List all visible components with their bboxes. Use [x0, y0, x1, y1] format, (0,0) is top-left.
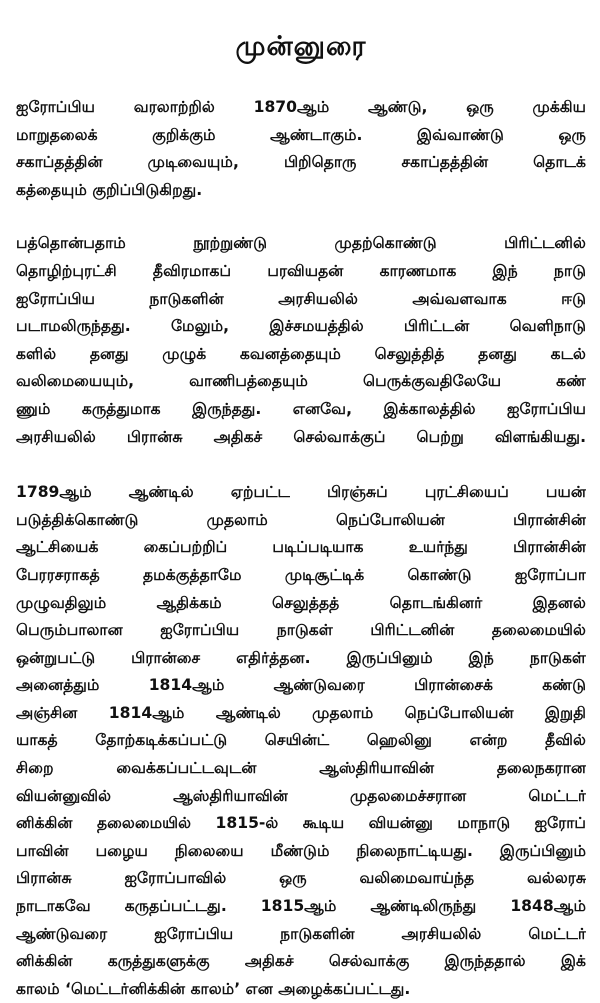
- text-line: வலிமையையும், வாணிபத்தையும் பெருக்குவதிலேயே கண்: [16, 372, 586, 391]
- text-line: நாடாகவே கருதப்பட்டது. 1815ஆம் ஆண்டிலிருந்து 1848ஆம்: [16, 897, 586, 916]
- paragraph-spacer: [16, 451, 586, 479]
- text-line: கத்தையும் குறிப்பிடுகிறது.: [16, 180, 203, 199]
- text-line: ஐரோப்பிய நாடுகளின் அரசியலில் அவ்வளவாக ஈடு: [16, 289, 586, 308]
- text-line: முழுவதிலும் ஆதிக்கம் செலுத்தத் தொடங்கினர் இதனல்: [16, 593, 586, 612]
- text-line: பேரரசராகத் தமக்குத்தாமே முடிசூட்டிக் கொண்டு ஐரோப்பா: [16, 565, 586, 584]
- text-line: களில் தனது முழுக் கவனத்தையும் செலுத்தித் தனது கடல்: [16, 344, 586, 363]
- text-line: படாமலிருந்தது. மேலும், இச்சமயத்தில் பிரிட்டன் வெளிநாடு: [16, 317, 586, 336]
- text-line: னிக்கின் தலைமையில் 1815-ல் கூடிய வியன்னு மாநாடு ஐரோப்: [16, 814, 586, 833]
- text-line: காலம் ‘மெட்டர்னிக்கின் காலம்’ என அழைக்கப்பட்டது.: [16, 979, 411, 998]
- paragraph-spacer: [16, 204, 586, 230]
- text-line: பாவின் பழைய நிலையை மீண்டும் நிலைநாட்டியது. இருப்பினும்: [16, 841, 586, 860]
- paragraph-1: [16, 94, 586, 204]
- text-line: மாறுதலைக் குறிக்கும் ஆண்டாகும். இவ்வாண்டு ஒரு: [16, 125, 586, 144]
- text-line: சகாப்தத்தின் முடிவையும், பிறிதொரு சகாப்தத்தின் தொடக்: [16, 153, 586, 172]
- text-line: பத்தொன்பதாம் நூற்றுண்டு முதற்கொண்டு பிரிட்டனில்: [16, 234, 586, 253]
- paragraph-2: [16, 230, 586, 451]
- text-line: அரசியலில் பிரான்சு அதிகச் செல்வாக்குப் பெற்று விளங்கியது.: [16, 427, 586, 446]
- text-line: வியன்னுவில் ஆஸ்திரியாவின் முதலமைச்சரான மெட்டர்: [16, 786, 586, 805]
- text-line: ஆண்டுவரை ஐரோப்பிய நாடுகளின் அரசியலில் மெட்டர்: [16, 924, 586, 943]
- text-line: பிரான்சு ஐரோப்பாவில் ஒரு வலிமைவாய்ந்த வல்லரசு: [16, 869, 586, 888]
- text-line: சிறை வைக்கப்பட்டவுடன் ஆஸ்திரியாவின் தலைநகரான: [16, 759, 586, 778]
- text-line: ஆட்சியைக் கைப்பற்றிப் படிப்படியாக உயர்ந்து பிரான்சின்: [16, 538, 586, 557]
- text-line: யாகத் தோற்கடிக்கப்பட்டு செயின்ட் ஹெலினு என்ற தீவில்: [16, 731, 586, 750]
- page-title: முன்னுரை: [235, 31, 367, 62]
- text-line: அஞ்சின 1814ஆம் ஆண்டில் முதலாம் நெப்போலியன் இறுதி: [16, 703, 586, 722]
- text-line: ஒன்றுபட்டு பிரான்சை எதிர்த்தன. இருப்பினும் இந் நாடுகள்: [16, 648, 586, 667]
- text-line: அனைத்தும் 1814ஆம் ஆண்டுவரை பிரான்சைக் கண்டு: [16, 676, 586, 695]
- text-line: னிக்கின் கருத்துகளுக்கு அதிகச் செல்வாக்கு இருந்ததால் இக்: [16, 952, 586, 971]
- text-line: படுத்திக்கொண்டு முதலாம் நெப்போலியன் பிரான்சின்: [16, 510, 586, 529]
- paragraph-3: [16, 479, 586, 1003]
- text-line: தொழிற்புரட்சி தீவிரமாகப் பரவியதன் காரணமாக இந் நாடு: [16, 261, 586, 280]
- text-line: ஐரோப்பிய வரலாற்றில் 1870ஆம் ஆண்டு, ஒரு முக்கிய: [16, 98, 586, 116]
- text-line: பெரும்பாலான ஐரோப்பிய நாடுகள் பிரிட்டனின் தலைமையில்: [16, 621, 586, 640]
- text-line: 1789ஆம் ஆண்டில் ஏற்பட்ட பிரஞ்சுப் புரட்சியைப் பயன்: [16, 483, 586, 502]
- text-line: ணும் கருத்துமாக இருந்தது. எனவே, இக்காலத்தில் ஐரோப்பிய: [16, 399, 586, 418]
